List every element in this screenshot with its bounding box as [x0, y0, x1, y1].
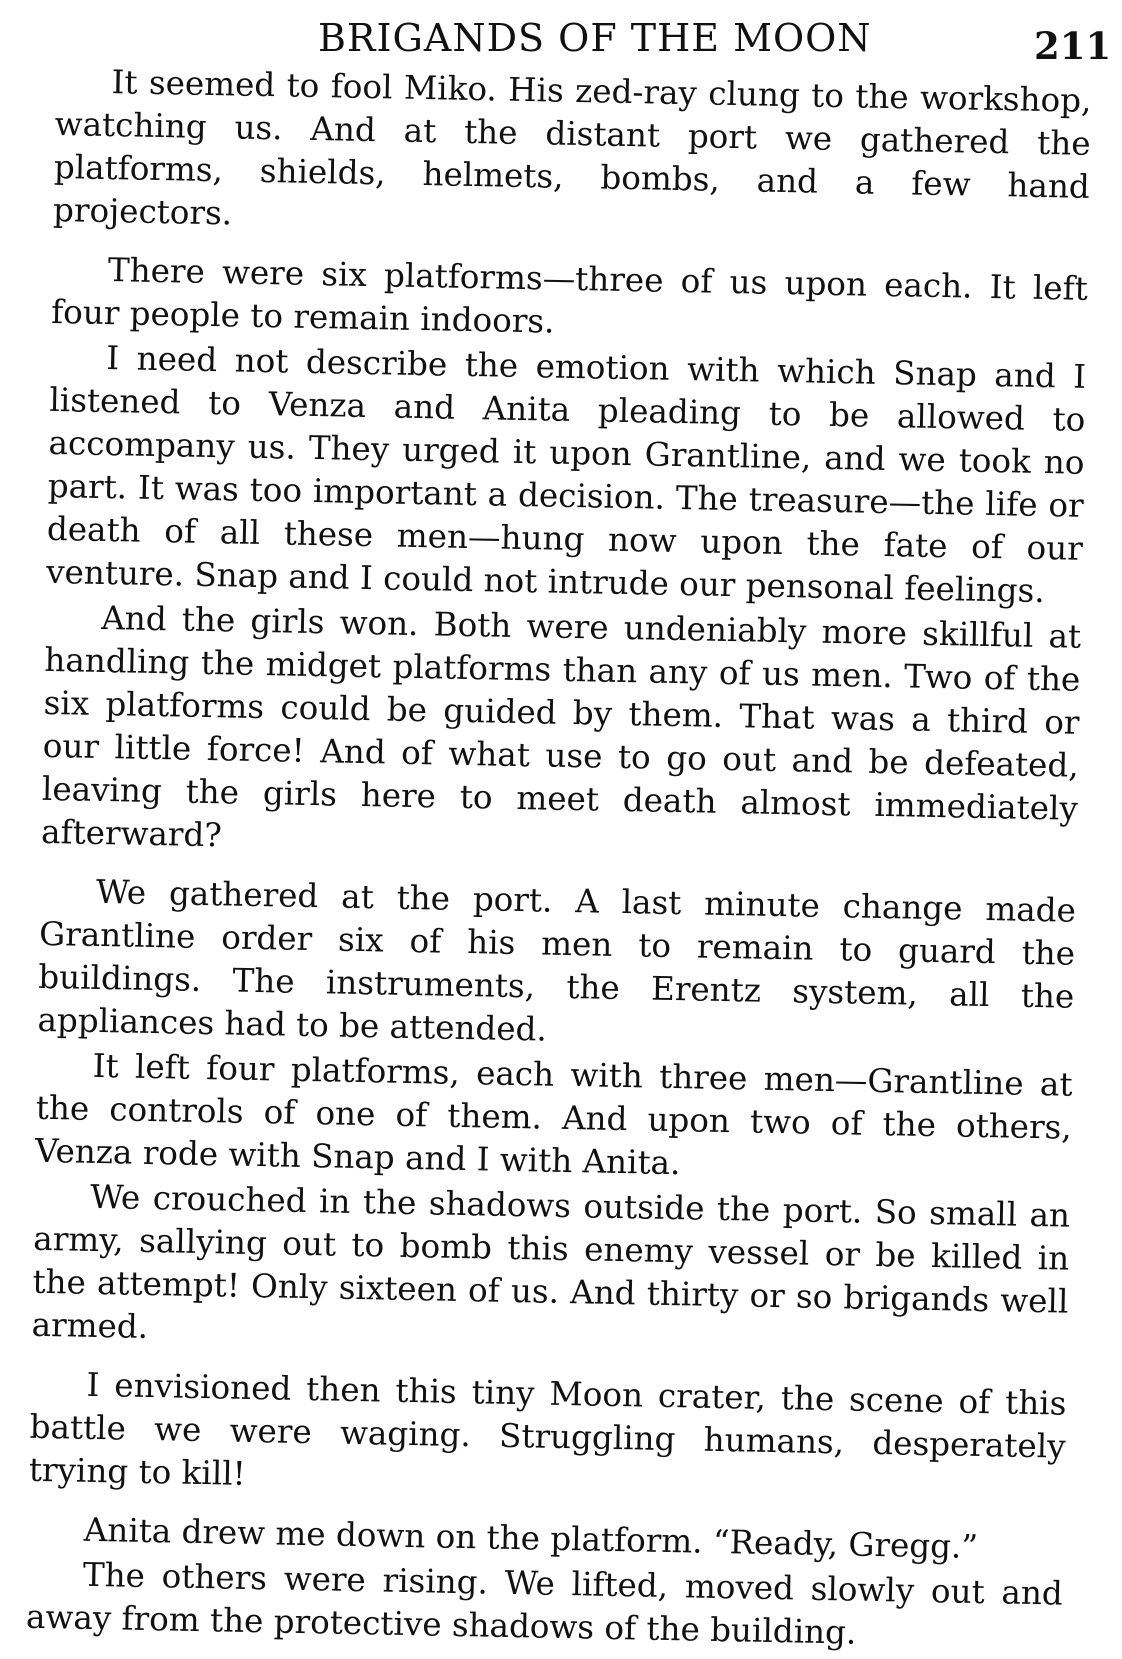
running-header: [0, 10, 1122, 70]
paragraph: The others were rising. We lifted, moved slowly out and away from the protective shadows of the building.: [25, 1555, 1064, 1652]
paragraph: I envisioned then this tiny Moon crater, the scene of this battle we were waging. Struggling humans, desperately trying to kill!: [28, 1365, 1067, 1493]
paragraph: There were six platforms—three of us upon each. It left four people to remain indoors.: [50, 251, 1089, 341]
page-body: [26, 60, 1092, 1659]
paragraph: And the girls won. Both were undeniably more skillful at handling the midget platforms than any of us men. Two of the six platforms could be guided by them. That was a third or our little force! And of what use to go out and be defeated, leaving the girls here to meet death almost immediately afterward?: [40, 598, 1082, 855]
page-number: 211: [1034, 24, 1112, 68]
running-title: BRIGANDS OF THE MOON: [318, 16, 872, 60]
paragraph: We gathered at the port. A last minute change made Grantline order six of his men to remain to guard the buildings. The instruments, the Erentz system, all the appliances had to be attended.: [37, 872, 1077, 1049]
paragraph: It left four platforms, each with three men—Grantline at the controls of one of them. And upon two of the others, Venza rode with Snap and I with Anita.: [34, 1046, 1073, 1183]
paragraph: We crouched in the shadows outside the port. So small an army, sallying out to bomb this enemy vessel or be killed in the attempt! Only sixteen of us. And thirty or so brigands well armed.: [31, 1177, 1071, 1346]
paragraph: Anita drew me down on the platform. “Ready, Gregg.”: [83, 1510, 979, 1566]
paragraph: I need not describe the emotion with which Snap and I listened to Venza and Anita pleading to be allowed to accompany us. They urged it upon Grantline, and we took no part. It was too important a decision. The treasure—the life or death of all these men—hung now upon the fate of our venture. Snap and I could not intrude our pensonal feelings.: [45, 339, 1087, 611]
paragraph: It seemed to fool Miko. His zed-ray clung to the workshop, watching us. And at the distant port we gathered the platforms, shields, helmets, bombs, and a few hand projectors.: [52, 63, 1092, 233]
